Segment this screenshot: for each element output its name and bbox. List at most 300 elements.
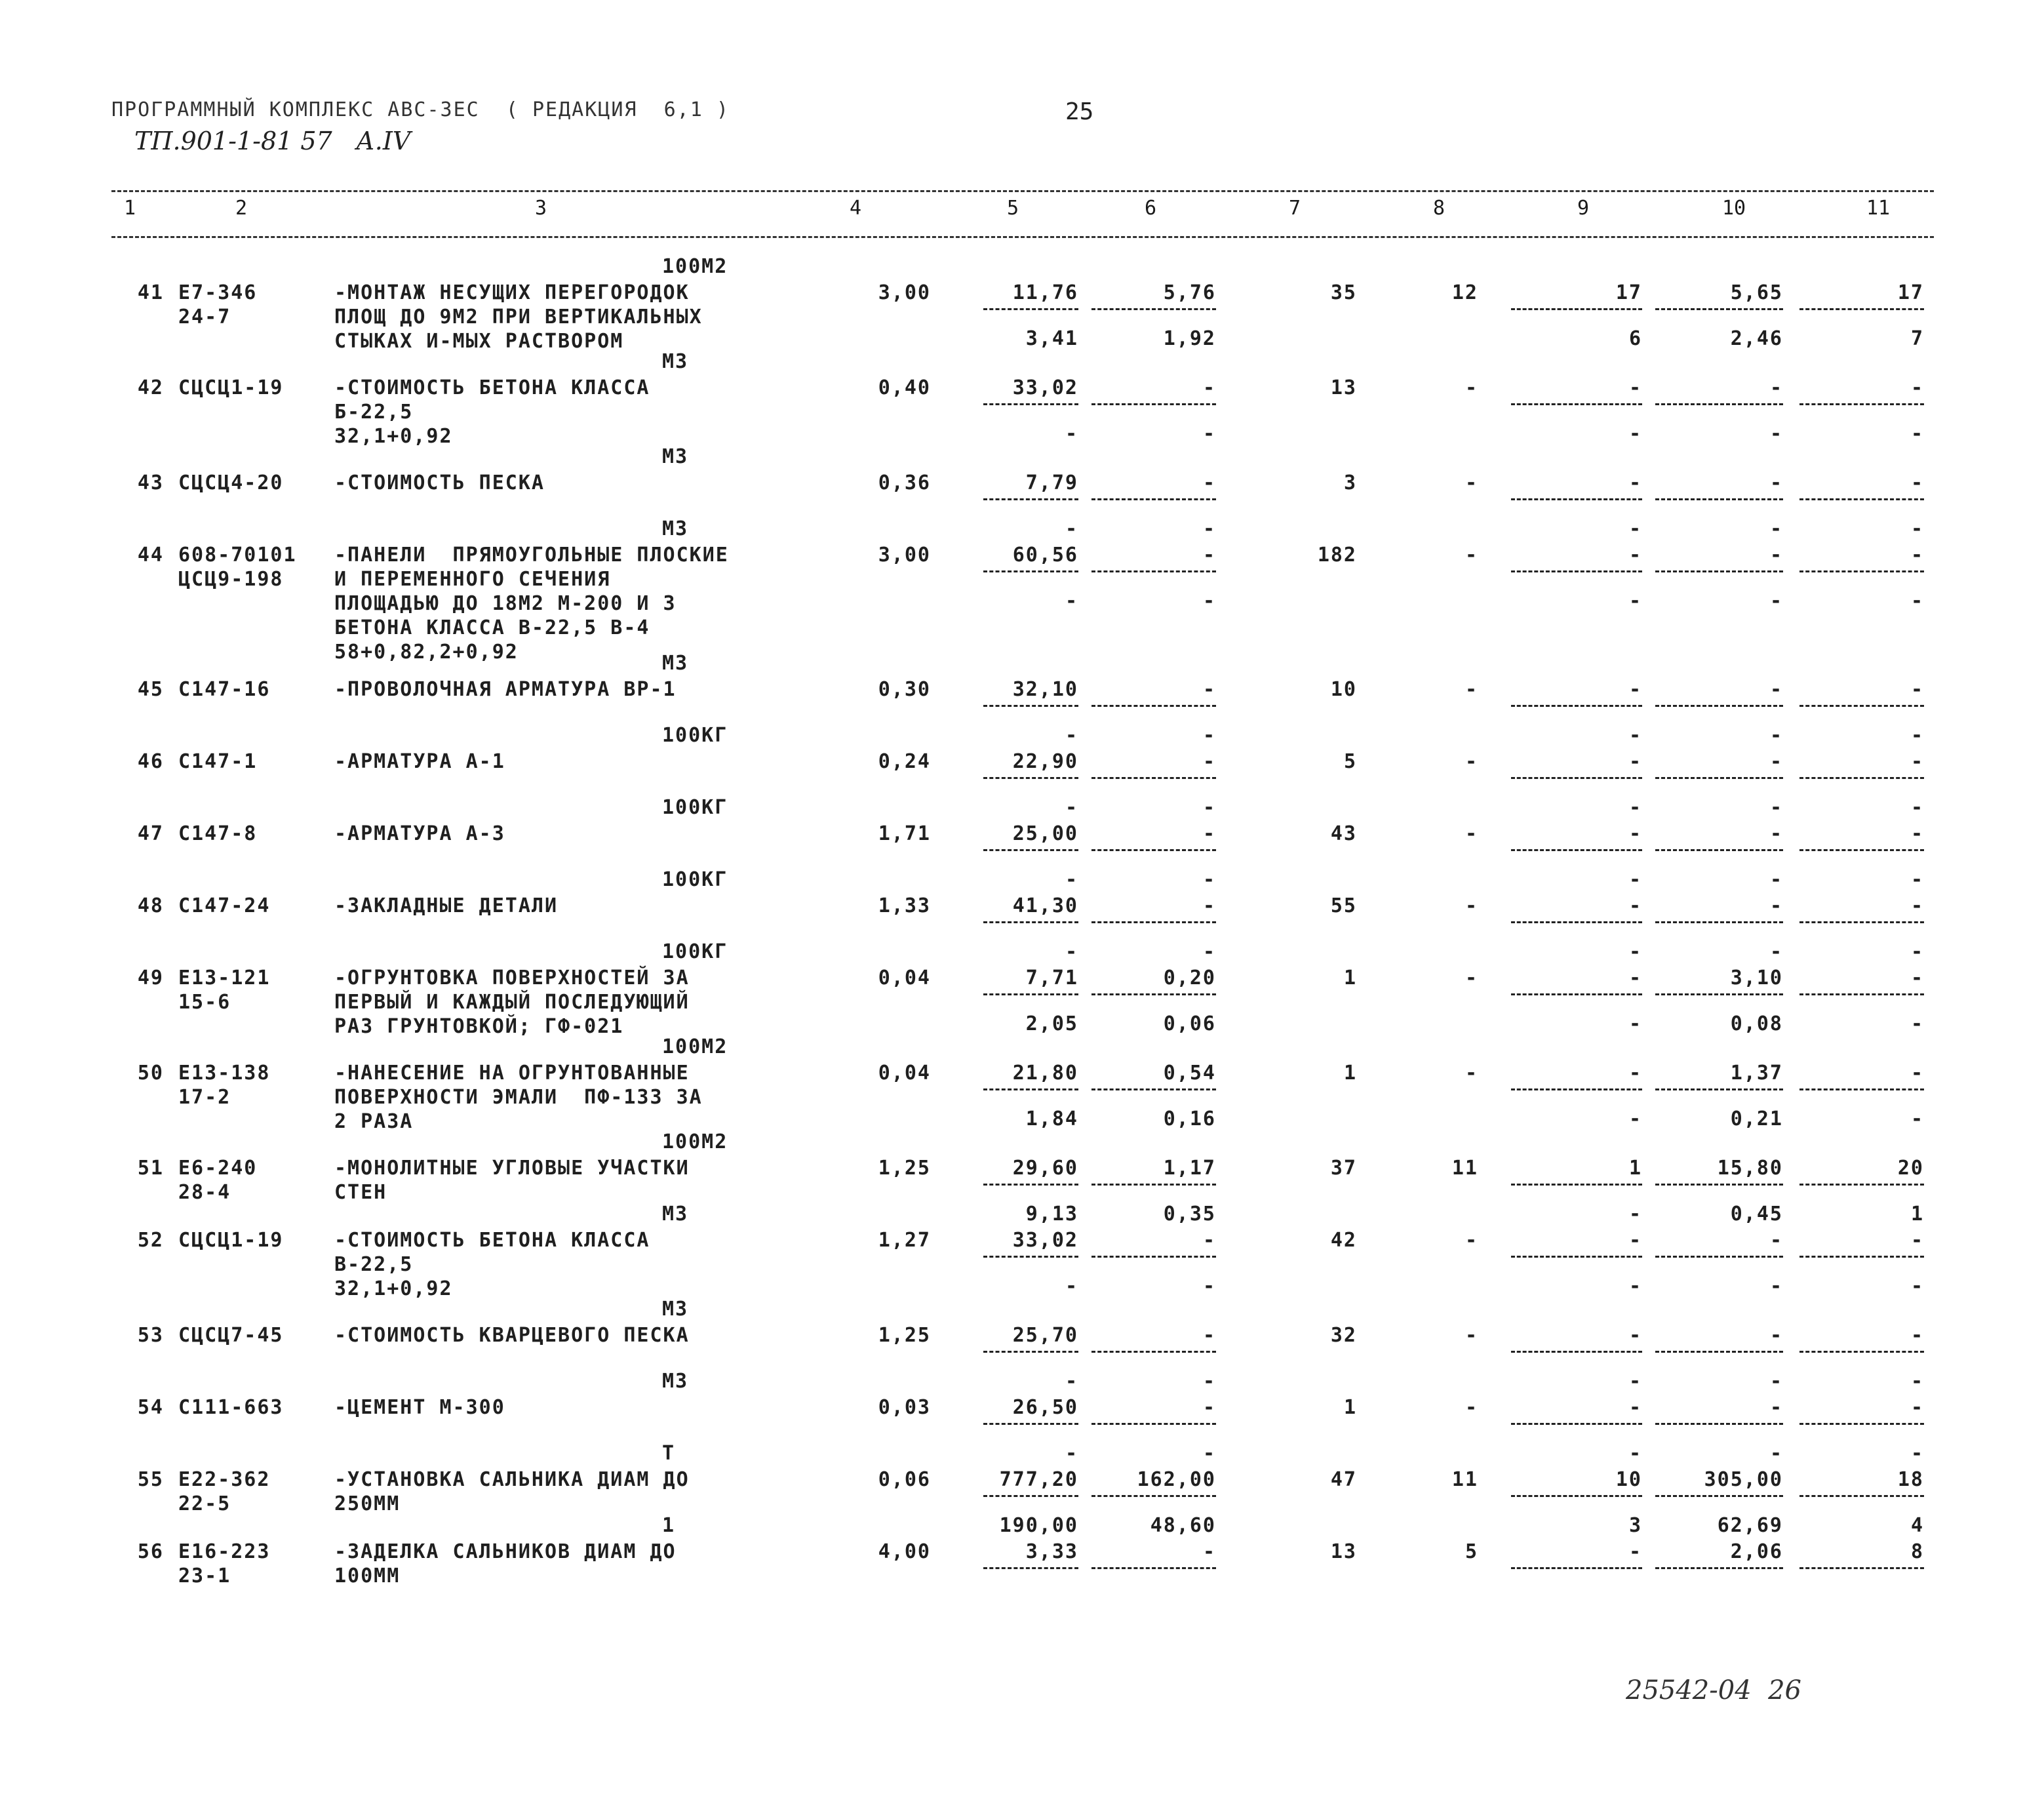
unit-label: М3 [662,445,689,468]
work-description: -СТОИМОСТЬ КВАРЦЕВОГО ПЕСКА [334,1324,690,1347]
subtotal-underline [983,1256,1078,1258]
value-c8: - [1464,822,1478,845]
work-description: БЕТОНА КЛАССА В-22,5 В-4 [334,616,650,639]
rate-code: Е13-121 [178,967,271,989]
value-c10: - [1769,1229,1783,1252]
subtotal-underline [1799,921,1924,923]
rate-code: 28-4 [178,1181,231,1204]
value-c7: 35 [1330,281,1357,304]
value-c11: 20 [1897,1157,1924,1180]
value-c9: - [1628,967,1642,989]
value-c11: - [1910,967,1924,989]
row-number: 45 [137,678,164,701]
value-c6: - [1202,1540,1216,1563]
work-description: -ПРОВОЛОЧНАЯ АРМАТУРА ВР-1 [334,678,677,701]
col-header-1: 1 [123,197,136,220]
archive-number: 25542-04 26 [1626,1675,1801,1706]
value-c4: 0,40 [878,376,931,399]
work-description: -АРМАТУРА А-1 [334,750,505,773]
value-c4: 3,00 [878,281,931,304]
subtotal-underline [1799,705,1924,707]
value-c11: 17 [1897,281,1924,304]
value-c10: 305,00 [1704,1468,1783,1491]
value-c11-sub: - [1910,1370,1924,1393]
value-c8: 12 [1451,281,1478,304]
value-c7: 182 [1317,544,1357,567]
value-c10-sub: - [1769,1275,1783,1298]
value-c9: - [1628,894,1642,917]
subtotal-underline [1799,570,1924,572]
col-header-10: 10 [1721,197,1746,220]
subtotal-underline [1091,705,1216,707]
value-c9: - [1628,1229,1642,1252]
value-c9: - [1628,544,1642,567]
subtotal-underline [1799,777,1924,779]
value-c10-sub: - [1769,517,1783,540]
row-number: 54 [137,1396,164,1419]
value-c6-sub: - [1202,796,1216,819]
col-header-8: 8 [1432,197,1445,220]
value-c9-sub: - [1628,589,1642,612]
value-c5: 25,70 [1012,1324,1078,1347]
value-c5: 11,76 [1012,281,1078,304]
value-c5-sub: - [1065,517,1078,540]
value-c10: - [1769,894,1783,917]
work-description: Б-22,5 [334,401,414,424]
value-c4: 0,04 [878,1062,931,1085]
rate-code: 608-70101 [178,544,297,567]
value-c10-sub: 0,45 [1730,1203,1783,1226]
value-c10: - [1769,750,1783,773]
row-number: 55 [137,1468,164,1491]
value-c11: - [1910,678,1924,701]
subtotal-underline [1799,1088,1924,1090]
value-c5: 29,60 [1012,1157,1078,1180]
page-number: 25 [1065,98,1094,125]
unit-label: 100КГ [662,940,728,963]
value-c7: 10 [1330,678,1357,701]
subtotal-underline [1799,1351,1924,1353]
value-c4: 3,00 [878,544,931,567]
work-description: 250ММ [334,1492,401,1515]
value-c11: 8 [1910,1540,1924,1563]
value-c8: - [1464,1062,1478,1085]
value-c9-sub: 3 [1628,1514,1642,1537]
value-c9-sub: - [1628,724,1642,747]
subtotal-underline [983,1567,1078,1569]
value-c6-sub: - [1202,422,1216,445]
col-header-6: 6 [1144,197,1157,220]
value-c5-sub: - [1065,724,1078,747]
value-c10: - [1769,678,1783,701]
value-c9-sub: - [1628,1203,1642,1226]
value-c4: 1,27 [878,1229,931,1252]
value-c9-sub: - [1628,796,1642,819]
work-description: -ЗАДЕЛКА САЛЬНИКОВ ДИАМ ДО [334,1540,677,1563]
subtotal-underline [1655,1184,1783,1186]
value-c8: - [1464,967,1478,989]
subtotal-underline [1091,1184,1216,1186]
row-number: 50 [137,1062,164,1085]
value-c10: 5,65 [1730,281,1783,304]
work-description: 100ММ [334,1565,401,1587]
subtotal-underline [1091,570,1216,572]
value-c5: 21,80 [1012,1062,1078,1085]
value-c6-sub: - [1202,589,1216,612]
value-c7: 1 [1343,1396,1357,1419]
work-description: 2 РАЗА [334,1110,414,1133]
unit-label: М3 [662,350,689,373]
value-c7: 55 [1330,894,1357,917]
row-number: 42 [137,376,164,399]
value-c11-sub: - [1910,724,1924,747]
work-description: -ПАНЕЛИ ПРЯМОУГОЛЬНЫЕ ПЛОСКИЕ [334,544,729,567]
value-c5-sub: - [1065,422,1078,445]
subtotal-underline [1511,308,1642,310]
value-c9-sub: - [1628,1442,1642,1465]
subtotal-underline [1655,498,1783,500]
value-c8: - [1464,894,1478,917]
value-c11: - [1910,1229,1924,1252]
subtotal-underline [983,1351,1078,1353]
row-number: 41 [137,281,164,304]
value-c6: - [1202,1324,1216,1347]
rate-code: Е16-223 [178,1540,271,1563]
row-number: 48 [137,894,164,917]
work-description: В-22,5 [334,1253,414,1276]
work-description: -ЗАКЛАДНЫЕ ДЕТАЛИ [334,894,559,917]
subtotal-underline [1799,993,1924,995]
value-c7: 47 [1330,1468,1357,1491]
subtotal-underline [1511,1423,1642,1425]
subtotal-underline [1511,849,1642,851]
value-c5-sub: - [1065,796,1078,819]
subtotal-underline [983,498,1078,500]
value-c6-sub: 0,06 [1163,1012,1216,1035]
unit-label: 100М2 [662,255,728,278]
subtotal-underline [1091,1256,1216,1258]
work-description: -СТОИМОСТЬ ПЕСКА [334,471,545,494]
value-c10-sub: - [1769,1370,1783,1393]
subtotal-underline [1655,1088,1783,1090]
unit-label: М3 [662,1370,689,1393]
value-c9: - [1628,1396,1642,1419]
value-c6-sub: - [1202,940,1216,963]
work-description: -АРМАТУРА А-3 [334,822,505,845]
work-description: ПОВЕРХНОСТИ ЭМАЛИ ПФ-133 ЗА [334,1086,703,1109]
rate-code: С147-8 [178,822,258,845]
value-c5-sub: - [1065,940,1078,963]
work-description: -МОНОЛИТНЫЕ УГЛОВЫЕ УЧАСТКИ [334,1157,690,1180]
value-c5-sub: - [1065,868,1078,891]
rate-code: 22-5 [178,1492,231,1515]
value-c6-sub: 48,60 [1150,1514,1216,1537]
col-header-5: 5 [1006,197,1019,220]
value-c11-sub: - [1910,1275,1924,1298]
value-c11-sub: - [1910,940,1924,963]
work-description: -МОНТАЖ НЕСУЩИХ ПЕРЕГОРОДОК [334,281,690,304]
rate-code: СЦСЦ7-45 [178,1324,284,1347]
row-number: 47 [137,822,164,845]
rate-code: С147-16 [178,678,271,701]
value-c4: 0,36 [878,471,931,494]
row-number: 51 [137,1157,164,1180]
rate-code: С147-1 [178,750,258,773]
value-c5-sub: 190,00 [999,1514,1078,1537]
value-c10-sub: - [1769,422,1783,445]
value-c11: - [1910,544,1924,567]
subtotal-underline [1511,570,1642,572]
unit-label: 100КГ [662,796,728,819]
rate-code: 17-2 [178,1086,231,1109]
work-description: -УСТАНОВКА САЛЬНИКА ДИАМ ДО [334,1468,690,1491]
value-c7: 3 [1343,471,1357,494]
value-c11: - [1910,376,1924,399]
value-c4: 0,30 [878,678,931,701]
unit-label: М3 [662,652,689,675]
value-c10: 2,06 [1730,1540,1783,1563]
subtotal-underline [1091,849,1216,851]
value-c5: 41,30 [1012,894,1078,917]
work-description: ПЕРВЫЙ И КАЖДЫЙ ПОСЛЕДУЮЩИЙ [334,991,690,1014]
value-c5-sub: 9,13 [1025,1203,1078,1226]
value-c4: 0,06 [878,1468,931,1491]
rate-code: С111-663 [178,1396,284,1419]
value-c9-sub: - [1628,868,1642,891]
rate-code: 15-6 [178,991,231,1014]
subtotal-underline [983,403,1078,405]
value-c5: 33,02 [1012,1229,1078,1252]
unit-label: 100М2 [662,1035,728,1058]
value-c4: 1,71 [878,822,931,845]
value-c11-sub: 7 [1910,327,1924,350]
value-c9: - [1628,750,1642,773]
subtotal-underline [1091,1351,1216,1353]
value-c8: - [1464,1324,1478,1347]
subtotal-underline [1799,308,1924,310]
subtotal-underline [1091,921,1216,923]
value-c4: 0,03 [878,1396,931,1419]
value-c4: 0,24 [878,750,931,773]
value-c5: 22,90 [1012,750,1078,773]
subtotal-underline [983,308,1078,310]
value-c11-sub: - [1910,1442,1924,1465]
value-c7: 32 [1330,1324,1357,1347]
rate-code: Е13-138 [178,1062,271,1085]
value-c6-sub: - [1202,1370,1216,1393]
value-c9: - [1628,1540,1642,1563]
row-number: 53 [137,1324,164,1347]
work-description: -СТОИМОСТЬ БЕТОНА КЛАССА [334,1229,650,1252]
subtotal-underline [983,777,1078,779]
value-c9: - [1628,822,1642,845]
value-c6: - [1202,376,1216,399]
subtotal-underline [1655,1256,1783,1258]
value-c10-sub: - [1769,1442,1783,1465]
value-c6-sub: - [1202,1275,1216,1298]
subtotal-underline [1655,1495,1783,1497]
value-c5-sub: - [1065,1442,1078,1465]
subtotal-underline [1511,498,1642,500]
subtotal-underline [1091,1567,1216,1569]
subtotal-underline [1655,705,1783,707]
subtotal-underline [1655,777,1783,779]
value-c7: 13 [1330,1540,1357,1563]
value-c8: - [1464,544,1478,567]
value-c4: 4,00 [878,1540,931,1563]
value-c6-sub: 1,92 [1163,327,1216,350]
col-header-3: 3 [534,197,547,220]
value-c9: 17 [1615,281,1642,304]
value-c9-sub: - [1628,517,1642,540]
value-c11-sub: 4 [1910,1514,1924,1537]
value-c10-sub: - [1769,940,1783,963]
subtotal-underline [1799,1184,1924,1186]
value-c9: - [1628,376,1642,399]
subtotal-underline [1655,570,1783,572]
subtotal-underline [1091,498,1216,500]
subtotal-underline [1091,1088,1216,1090]
value-c11-sub: - [1910,1108,1924,1130]
value-c9-sub: - [1628,940,1642,963]
value-c7: 1 [1343,1062,1357,1085]
value-c9: - [1628,678,1642,701]
value-c11: - [1910,750,1924,773]
col-header-4: 4 [849,197,862,220]
subtotal-underline [1511,1088,1642,1090]
rate-code: 24-7 [178,306,231,329]
row-number: 44 [137,544,164,567]
value-c11: - [1910,894,1924,917]
value-c8: 5 [1464,1540,1478,1563]
value-c10: - [1769,822,1783,845]
col-header-7: 7 [1288,197,1301,220]
value-c8: - [1464,750,1478,773]
value-c10: 15,80 [1717,1157,1783,1180]
subtotal-underline [1091,777,1216,779]
value-c6: - [1202,1396,1216,1419]
subtotal-underline [1511,921,1642,923]
subtotal-underline [983,1495,1078,1497]
value-c10-sub: 2,46 [1730,327,1783,350]
rate-code: С147-24 [178,894,271,917]
work-description: ПЛОЩ ДО 9М2 ПРИ ВЕРТИКАЛЬНЫХ [334,306,703,329]
value-c11: - [1910,1062,1924,1085]
value-c6-sub: - [1202,868,1216,891]
unit-label: Т [662,1442,676,1465]
unit-label: М3 [662,517,689,540]
row-number: 43 [137,471,164,494]
rate-code: Е6-240 [178,1157,258,1180]
subtotal-underline [1655,308,1783,310]
subtotal-underline [1091,403,1216,405]
rate-code: ЦСЦ9-198 [178,568,284,591]
value-c11: 18 [1897,1468,1924,1491]
value-c9: - [1628,1324,1642,1347]
subtotal-underline [1799,1495,1924,1497]
subtotal-underline [983,705,1078,707]
value-c6: 0,54 [1163,1062,1216,1085]
value-c6: 0,20 [1163,967,1216,989]
value-c6: - [1202,544,1216,567]
row-number: 46 [137,750,164,773]
value-c6: - [1202,750,1216,773]
value-c7: 43 [1330,822,1357,845]
value-c9: - [1628,1062,1642,1085]
program-header: ПРОГРАММНЫЙ КОМПЛЕКС АВС-3ЕС ( РЕДАКЦИЯ 6,1 ) [111,98,730,121]
value-c4: 1,33 [878,894,931,917]
value-c5: 25,00 [1012,822,1078,845]
value-c8: - [1464,678,1478,701]
unit-label: 100М2 [662,1130,728,1153]
subtotal-underline [1655,993,1783,995]
subtotal-underline [983,993,1078,995]
value-c10-sub: 0,08 [1730,1012,1783,1035]
value-c6: 162,00 [1137,1468,1216,1491]
row-number: 56 [137,1540,164,1563]
subtotal-underline [1511,403,1642,405]
value-c5: 3,33 [1025,1540,1078,1563]
value-c5-sub: - [1065,1275,1078,1298]
subtotal-underline [1511,1256,1642,1258]
value-c5: 32,10 [1012,678,1078,701]
value-c11: - [1910,471,1924,494]
value-c6: 1,17 [1163,1157,1216,1180]
value-c10-sub: - [1769,796,1783,819]
work-description: ПЛОЩАДЬЮ ДО 18М2 М-200 И 3 [334,592,677,615]
value-c10: - [1769,376,1783,399]
subtotal-underline [1655,849,1783,851]
value-c9-sub: - [1628,1370,1642,1393]
subtotal-underline [1511,1495,1642,1497]
subtotal-underline [1799,498,1924,500]
value-c4: 1,25 [878,1157,931,1180]
value-c5-sub: 2,05 [1025,1012,1078,1035]
value-c6-sub: - [1202,724,1216,747]
value-c10-sub: - [1769,589,1783,612]
subtotal-underline [1091,308,1216,310]
rate-code: 23-1 [178,1565,231,1587]
value-c8: - [1464,471,1478,494]
value-c11-sub: - [1910,1012,1924,1035]
col-header-11: 11 [1866,197,1891,220]
subtotal-underline [1511,1567,1642,1569]
value-c9-sub: 6 [1628,327,1642,350]
value-c7: 37 [1330,1157,1357,1180]
col-header-9: 9 [1577,197,1590,220]
subtotal-underline [1799,403,1924,405]
value-c11-sub: - [1910,868,1924,891]
value-c6-sub: 0,16 [1163,1108,1216,1130]
unit-label: М3 [662,1203,689,1226]
value-c10: 3,10 [1730,967,1783,989]
rate-code: СЦСЦ1-19 [178,376,284,399]
work-description: -СТОИМОСТЬ БЕТОНА КЛАССА [334,376,650,399]
value-c8: - [1464,1396,1478,1419]
rate-code: Е7-346 [178,281,258,304]
value-c11-sub: - [1910,796,1924,819]
work-description: И ПЕРЕМЕННОГО СЕЧЕНИЯ [334,568,611,591]
work-description: -ОГРУНТОВКА ПОВЕРХНОСТЕЙ ЗА [334,967,690,989]
value-c9-sub: - [1628,1275,1642,1298]
subtotal-underline [1091,1495,1216,1497]
col-header-2: 2 [235,197,248,220]
value-c6: - [1202,471,1216,494]
work-description: -НАНЕСЕНИЕ НА ОГРУНТОВАННЫЕ [334,1062,690,1085]
value-c6-sub: - [1202,517,1216,540]
subtotal-underline [983,1088,1078,1090]
value-c10: 1,37 [1730,1062,1783,1085]
